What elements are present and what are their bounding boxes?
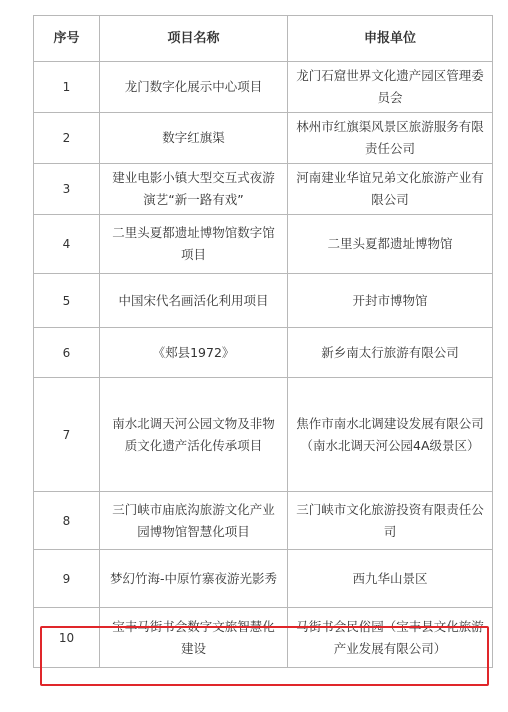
row-no: 3 [34, 164, 100, 215]
project-table [33, 15, 493, 668]
table-row [34, 274, 493, 328]
header-no: 序号 [34, 16, 100, 62]
row-project-name: 《郏县1972》 [100, 328, 288, 378]
row-project-name: 龙门数字化展示中心项目 [100, 62, 288, 113]
table-row [34, 492, 493, 550]
row-project-name: 数字红旗渠 [100, 113, 288, 164]
table-row [34, 113, 493, 164]
row-project-name: 三门峡市庙底沟旅游文化产业园博物馆智慧化项目 [100, 492, 288, 550]
row-no: 2 [34, 113, 100, 164]
row-project-name: 二里头夏都遗址博物馆数字馆项目 [100, 215, 288, 274]
table-row [34, 328, 493, 378]
row-applicant-unit: 林州市红旗渠风景区旅游服务有限责任公司 [288, 113, 493, 164]
row-applicant-unit: 西九华山景区 [288, 550, 493, 608]
table-header-row [34, 16, 493, 62]
row-applicant-unit: 焦作市南水北调建设发展有限公司（南水北调天河公园4A级景区） [288, 378, 493, 492]
table-row [34, 62, 493, 113]
row-applicant-unit: 二里头夏都遗址博物馆 [288, 215, 493, 274]
row-no: 7 [34, 378, 100, 492]
table-row [34, 215, 493, 274]
row-applicant-unit: 新乡南太行旅游有限公司 [288, 328, 493, 378]
row-applicant-unit: 龙门石窟世界文化遗产园区管理委员会 [288, 62, 493, 113]
row-no: 10 [34, 608, 100, 668]
row-no: 8 [34, 492, 100, 550]
row-applicant-unit: 河南建业华谊兄弟文化旅游产业有限公司 [288, 164, 493, 215]
row-no: 5 [34, 274, 100, 328]
row-project-name: 宝丰马街书会数字文旅智慧化建设 [100, 608, 288, 668]
row-no: 6 [34, 328, 100, 378]
row-project-name: 中国宋代名画活化利用项目 [100, 274, 288, 328]
row-applicant-unit: 马街书会民俗园（宝丰县文化旅游产业发展有限公司） [288, 608, 493, 668]
row-applicant-unit: 开封市博物馆 [288, 274, 493, 328]
header-project-name: 项目名称 [100, 16, 288, 62]
row-no: 1 [34, 62, 100, 113]
row-project-name: 梦幻竹海-中原竹寨夜游光影秀 [100, 550, 288, 608]
row-applicant-unit: 三门峡市文化旅游投资有限责任公司 [288, 492, 493, 550]
row-no: 9 [34, 550, 100, 608]
table-row-highlighted [34, 608, 493, 668]
row-project-name: 建业电影小镇大型交互式夜游演艺“新一路有戏” [100, 164, 288, 215]
row-no: 4 [34, 215, 100, 274]
table-row [34, 164, 493, 215]
table-row [34, 550, 493, 608]
header-applicant-unit: 申报单位 [288, 16, 493, 62]
table-row [34, 378, 493, 492]
row-project-name: 南水北调天河公园文物及非物质文化遗产活化传承项目 [100, 378, 288, 492]
